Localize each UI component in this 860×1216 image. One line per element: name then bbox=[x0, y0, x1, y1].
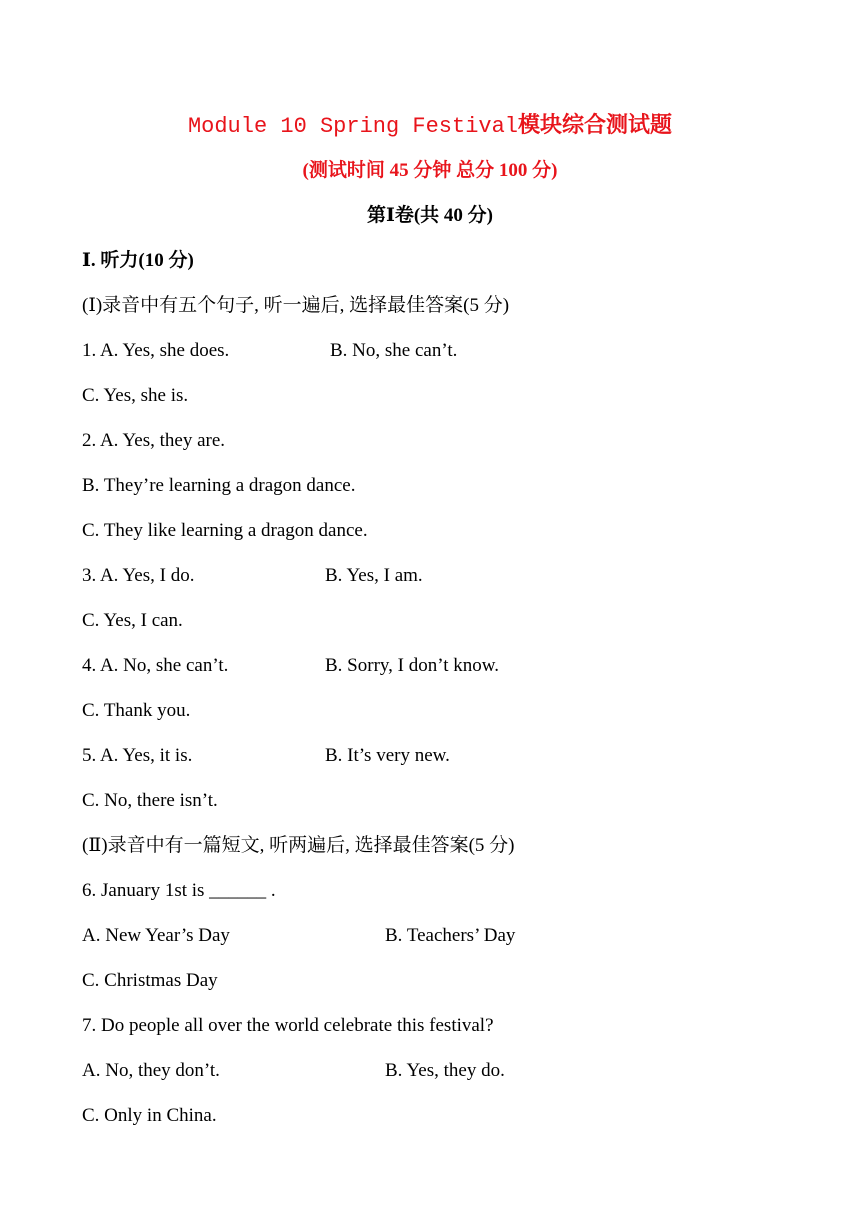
q4-option-c: C. Thank you. bbox=[82, 700, 191, 721]
q6-option-b: B. Teachers’ Day bbox=[385, 925, 516, 946]
q3-option-c: C. Yes, I can. bbox=[82, 610, 183, 631]
q1-option-c: C. Yes, she is. bbox=[82, 385, 189, 406]
q1-option-a: 1. A. Yes, she does. bbox=[82, 340, 230, 361]
q3-option-a: 3. A. Yes, I do. bbox=[82, 565, 195, 586]
q6-stem: 6. January 1st is ______ . bbox=[82, 880, 276, 901]
test-info-subtitle: (测试时间 45 分钟 总分 100 分) bbox=[302, 160, 558, 181]
q7-option-a: A. No, they don’t. bbox=[82, 1060, 220, 1081]
q2-option-b: B. They’re learning a dragon dance. bbox=[82, 475, 356, 496]
page-title bbox=[0, 110, 860, 142]
q5-option-b: B. It’s very new. bbox=[325, 745, 450, 766]
question-5-row bbox=[82, 743, 450, 769]
q3-option-b: B. Yes, I am. bbox=[325, 565, 423, 586]
q7-option-b: B. Yes, they do. bbox=[385, 1060, 505, 1081]
listening-section-heading: Ⅰ. 听力(10 分) bbox=[82, 250, 194, 271]
question-1-row bbox=[82, 338, 458, 364]
q5-option-c: C. No, there isn’t. bbox=[82, 790, 218, 811]
volume-heading: 第Ⅰ卷(共 40 分) bbox=[366, 205, 494, 226]
q7-option-c: C. Only in China. bbox=[82, 1105, 217, 1126]
q4-option-a: 4. A. No, she can’t. bbox=[82, 655, 229, 676]
q5-option-a: 5. A. Yes, it is. bbox=[82, 745, 193, 766]
q2-option-a: 2. A. Yes, they are. bbox=[82, 430, 226, 451]
q7-stem: 7. Do people all over the world celebrate this festival? bbox=[82, 1015, 494, 1036]
title-chinese: 模块综合测试题 bbox=[518, 113, 673, 138]
q4-option-b: B. Sorry, I don’t know. bbox=[325, 655, 499, 676]
q6-option-c: C. Christmas Day bbox=[82, 970, 218, 991]
question-4-row bbox=[82, 653, 499, 679]
q6-option-a: A. New Year’s Day bbox=[82, 925, 230, 946]
q2-option-c: C. They like learning a dragon dance. bbox=[82, 520, 368, 541]
q1-option-b: B. No, she can’t. bbox=[330, 340, 458, 361]
question-3-row bbox=[82, 563, 423, 589]
part1-instruction: (Ⅰ)录音中有五个句子, 听一遍后, 选择最佳答案(5 分) bbox=[82, 295, 510, 316]
part2-instruction: (Ⅱ)录音中有一篇短文, 听两遍后, 选择最佳答案(5 分) bbox=[82, 835, 515, 856]
question-6-row bbox=[82, 923, 516, 949]
question-7-row bbox=[82, 1058, 505, 1084]
title-english: Module 10 Spring Festival bbox=[187, 114, 519, 139]
